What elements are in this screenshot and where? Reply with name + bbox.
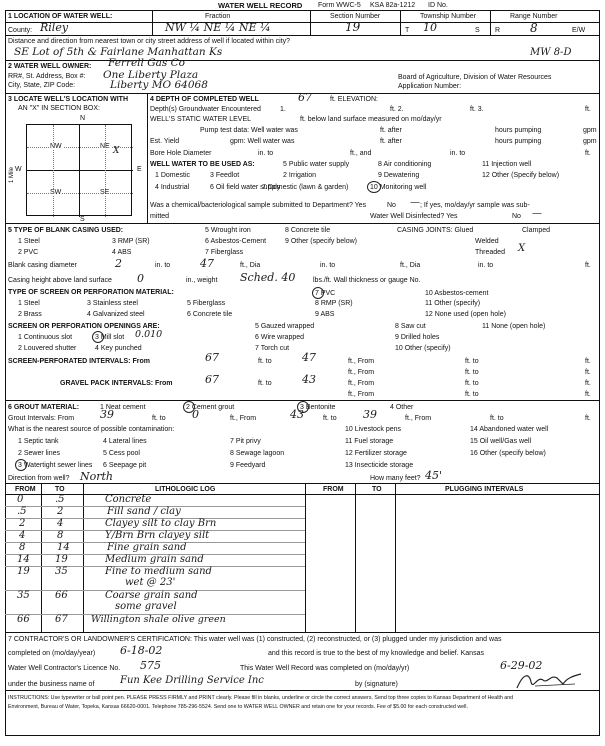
bore-ft: ft., and	[350, 150, 372, 157]
contam-6[interactable]: 6 Seepage pit	[103, 462, 147, 469]
well-id-value[interactable]: MW 8-D	[530, 47, 572, 58]
city-label: City, State, ZIP Code:	[8, 82, 76, 89]
casing-5[interactable]: 5 Wrought iron	[205, 227, 251, 234]
watertight-circle	[15, 459, 27, 471]
blank-diameter-ft-dia-2: ft., Dia	[400, 262, 421, 269]
gravel-ft-4: ft.	[585, 391, 591, 398]
direction-value[interactable]: North	[80, 470, 114, 483]
fraction-label: Fraction	[205, 13, 231, 20]
log-row-10-desc[interactable]: some gravel	[115, 601, 177, 612]
contamination-label: What is the nearest source of possible contamination:	[8, 426, 175, 433]
signature-image	[515, 670, 585, 692]
contam-16[interactable]: 16 Other (specify below)	[470, 450, 546, 457]
section-box[interactable]	[26, 124, 132, 216]
log-row-4-from[interactable]: 4	[19, 530, 26, 541]
log-row-9-from[interactable]: 35	[17, 590, 30, 601]
opening-4[interactable]: 4 Key punched	[95, 345, 142, 352]
log-row-7-desc[interactable]: Fine to medium sand	[105, 566, 212, 577]
compass-w: W	[15, 166, 22, 173]
casing-weight-value[interactable]: Sched. 40	[240, 271, 296, 284]
contam-11[interactable]: 11 Fuel storage	[345, 438, 394, 445]
county-label: County:	[8, 27, 33, 34]
depth-value[interactable]: 67	[298, 91, 312, 104]
log-row-1-from[interactable]: 0	[17, 494, 24, 505]
casing-3[interactable]: 3 RMP (SR)	[112, 238, 150, 245]
disinfected-no: No	[512, 213, 521, 220]
contam-14[interactable]: 14 Abandoned water well	[470, 426, 549, 433]
signature-label: by (signature)	[355, 681, 398, 688]
address-value[interactable]: One Liberty Plaza	[103, 69, 199, 81]
license-value[interactable]: 575	[140, 659, 161, 672]
range-r: R	[495, 27, 501, 34]
grout-from-2-value[interactable]: 43	[290, 408, 304, 421]
grout-to-label: ft. to	[152, 415, 166, 422]
completed-value[interactable]: 6-18-02	[120, 644, 163, 657]
use-11[interactable]: 11 Injection well	[482, 161, 532, 168]
grout-from-value[interactable]: 39	[100, 408, 114, 421]
screen-5[interactable]: 5 Fiberglass	[187, 300, 226, 307]
log-row-4-desc[interactable]: Y/Brn Brn clayey silt	[105, 530, 210, 541]
screen-11[interactable]: 11 Other (specify)	[425, 300, 481, 307]
application-number-label: Application Number:	[398, 83, 462, 90]
grout-to-3-label: ft. to	[490, 415, 504, 422]
distance-value[interactable]: SE Lot of 5th & Fairlane Manhattan Ks	[14, 46, 223, 58]
grout-to-2-value[interactable]: 39	[363, 408, 377, 421]
log-row-2-to[interactable]: 2	[57, 506, 64, 517]
mile-label: 1 Mile	[9, 166, 16, 184]
casing-height-label: Casing height above land surface	[8, 277, 112, 284]
blank-diameter-ft-dia: ft., Dia	[240, 262, 261, 269]
blank-diameter-in-to-2: in. to	[320, 262, 336, 269]
opening-8[interactable]: 8 Saw cut	[395, 323, 426, 330]
use-label: WELL WATER TO BE USED AS:	[150, 161, 255, 168]
pump-gpm: gpm	[583, 127, 597, 134]
opening-5[interactable]: 5 Gauzed wrapped	[255, 323, 315, 330]
id-number-label: ID No.	[428, 2, 448, 9]
grout-intervals-label: Grout Intervals: From	[8, 415, 75, 422]
form-number: Form WWC-5	[318, 2, 361, 9]
screen-3[interactable]: 3 Stainless steel	[87, 300, 138, 307]
plug-to-header: TO	[372, 486, 382, 493]
certification-text: 7 CONTRACTOR'S OR LANDOWNER'S CERTIFICATION: This water well was (1) constructed, (2) reconstructed, or (3) plugged under my jurisdiction and was	[8, 636, 502, 643]
contam-3[interactable]: 3 Watertight sewer lines	[18, 462, 93, 469]
casing-height-unit: in., weight	[186, 277, 218, 284]
pump-after: ft. after	[380, 127, 402, 134]
log-row-6-to[interactable]: 19	[55, 554, 68, 565]
pvc-circle	[312, 287, 324, 299]
form-title: WATER WELL RECORD	[218, 1, 303, 10]
plug-from-header: FROM	[323, 486, 344, 493]
screen-ft-from: ft., From	[348, 358, 375, 365]
opening-1[interactable]: 1 Continuous slot	[18, 334, 73, 341]
grout-ft-from-2: ft., From	[405, 415, 432, 422]
disinfected-label: Water Well Disinfected? Yes	[370, 213, 458, 220]
contam-5[interactable]: 5 Cess pool	[103, 450, 140, 457]
sample-question: Was a chemical/bacteriological sample submitted to Department? Yes	[150, 202, 367, 209]
opening-10[interactable]: 10 Other (specify)	[395, 345, 451, 352]
gravel-ft-from-3: ft., From	[348, 391, 375, 398]
log-row-6-desc[interactable]: Medium grain sand	[105, 554, 204, 565]
screen-1[interactable]: 1 Steel	[18, 300, 40, 307]
casing-weight-unit: lbs./ft. Wall thickness or gauge No.	[313, 277, 421, 284]
quadrant-ne: NE	[100, 143, 110, 150]
city-value[interactable]: Liberty MO 64068	[110, 79, 208, 91]
business-label: under the business name of	[8, 681, 95, 688]
contam-1[interactable]: 1 Septic tank	[18, 438, 59, 445]
business-value[interactable]: Fun Kee Drilling Service Inc	[120, 675, 264, 686]
section1-label: 1 LOCATION OF WATER WELL:	[8, 13, 113, 20]
screen-material-label: TYPE OF SCREEN OR PERFORATION MATERIAL:	[8, 289, 174, 296]
casing-welded: Welded	[475, 238, 499, 245]
log-row-1-to[interactable]: .5	[55, 494, 65, 505]
range-label: Range Number	[510, 13, 558, 20]
screen-to-label: ft. to	[258, 358, 272, 365]
gravel-to-value[interactable]: 43	[302, 373, 316, 386]
compass-s: S	[80, 216, 85, 223]
license-label: Water Well Contractor's Licence No.	[8, 665, 121, 672]
casing-threaded: Threaded	[475, 249, 505, 256]
screen-ft-2: ft.	[585, 358, 591, 365]
blank-diameter-in-to-3: in. to	[478, 262, 494, 269]
log-row-11-to[interactable]: 67	[55, 614, 68, 625]
groundwater-label: Depth(s) Groundwater Encountered	[150, 106, 261, 113]
plugging-header: PLUGGING INTERVALS	[445, 486, 524, 493]
gravel-ft-to-3: ft. to	[465, 391, 479, 398]
contam-7[interactable]: 7 Pit privy	[230, 438, 261, 445]
owner-value[interactable]: Ferrell Gas Co	[108, 57, 185, 69]
slot-size[interactable]: 0.010	[135, 329, 163, 340]
contam-10[interactable]: 10 Livestock pens	[345, 426, 402, 433]
use-8[interactable]: 8 Air conditioning	[378, 161, 432, 168]
completed-label: completed on (mo/day/year)	[8, 650, 96, 657]
quadrant-nw: NW	[50, 143, 62, 150]
compass-n: N	[80, 115, 86, 122]
casing-2[interactable]: 2 PVC	[18, 249, 39, 256]
gravel-ft-from: ft., From	[348, 380, 375, 387]
screen-7[interactable]: 7 PVC	[315, 290, 336, 297]
casing-height-value[interactable]: 0	[137, 272, 144, 285]
log-from-header: FROM	[15, 486, 36, 493]
log-row-2-from[interactable]: .5	[17, 506, 27, 517]
groundwater-2: ft. 2.	[390, 106, 404, 113]
log-row-2-desc[interactable]: Fill sand / clay	[107, 506, 181, 517]
log-row-5-from[interactable]: 8	[19, 542, 26, 553]
casing-joints-label: CASING JOINTS: Glued	[397, 227, 474, 234]
casing-threaded-x: X	[518, 243, 526, 254]
log-row-9-to[interactable]: 66	[55, 590, 68, 601]
gravel-ft-to-2: ft. to	[465, 380, 479, 387]
gravel-from-value[interactable]: 67	[205, 373, 219, 386]
groundwater-1: 1.	[280, 106, 286, 113]
log-row-11-from[interactable]: 66	[17, 614, 30, 625]
record-completed-value[interactable]: 6-29-02	[500, 659, 543, 672]
use-2[interactable]: 4 Industrial	[155, 184, 190, 191]
blank-diameter-label: Blank casing diameter	[8, 262, 77, 269]
disinfected-dash: —	[532, 208, 542, 219]
use-1[interactable]: 1 Domestic	[155, 172, 191, 179]
contam-8[interactable]: 8 Sewage lagoon	[230, 450, 285, 457]
use-9[interactable]: 9 Dewatering	[378, 172, 420, 179]
sample-no-dash: —	[410, 197, 420, 208]
use-10[interactable]: 10 Monitoring well	[370, 184, 427, 191]
casing-6[interactable]: 6 Asbestos-Cement	[205, 238, 267, 245]
location-x-mark: X	[113, 146, 120, 156]
log-table	[5, 483, 600, 632]
blank-diameter-value[interactable]: 2	[115, 257, 122, 270]
township-value[interactable]: 10	[423, 21, 437, 34]
log-row-7-to[interactable]: 35	[55, 566, 68, 577]
grout-3[interactable]: 3 Bentonite	[300, 404, 336, 411]
screen-from-value[interactable]: 67	[205, 351, 219, 364]
static-level-rest: ft. below land surface measured on mo/day/yr	[300, 116, 442, 123]
contam-9[interactable]: 9 Feedyard	[230, 462, 266, 469]
gravel-ft-2: ft.	[585, 380, 591, 387]
opening-2[interactable]: 2 Louvered shutter	[18, 345, 77, 352]
pump-hours: hours pumping	[495, 127, 542, 134]
use-4[interactable]: 6 Oil field water supply	[210, 184, 281, 191]
ksa-number: KSA 82a-1212	[370, 2, 416, 9]
screen-ft-4: ft.	[585, 369, 591, 376]
casing-9[interactable]: 9 Other (specify below)	[285, 238, 357, 245]
groundwater-3: ft. 3.	[470, 106, 484, 113]
grout-ft-from: ft., From	[230, 415, 257, 422]
sample-yes: ; If yes, mo/day/yr sample was sub-	[420, 202, 530, 209]
screen-4[interactable]: 4 Galvanized steel	[87, 311, 145, 318]
range-value[interactable]: 8	[530, 21, 538, 35]
log-row-5-to[interactable]: 14	[57, 542, 70, 553]
groundwater-ft: ft.	[585, 106, 591, 113]
casing-7[interactable]: 7 Fiberglass	[205, 249, 244, 256]
yield-gpm-2: gpm	[583, 138, 597, 145]
grout-1[interactable]: 1 Neat cement	[100, 404, 146, 411]
screen-ft-to-3: ft. to	[465, 369, 479, 376]
section-number-value[interactable]: 19	[345, 20, 361, 34]
compass-e: E	[137, 166, 142, 173]
blank-diameter-to[interactable]: 47	[200, 257, 214, 270]
opening-11[interactable]: 11 None (open hole)	[482, 323, 546, 330]
casing-4[interactable]: 4 ABS	[112, 249, 132, 256]
how-many-feet-label: How many feet?	[370, 475, 421, 482]
board-label: Board of Agriculture, Division of Water Resources	[398, 74, 552, 81]
contam-15[interactable]: 15 Oil well/Gas well	[470, 438, 532, 445]
section5-label: 5 TYPE OF BLANK CASING USED:	[8, 227, 124, 234]
yield-after: ft. after	[380, 138, 402, 145]
openings-label: SCREEN OR PERFORATION OPENINGS ARE:	[8, 323, 160, 330]
bore-in: in. to	[258, 150, 274, 157]
elevation-label: ft. ELEVATION:	[330, 96, 378, 103]
casing-clamped: Clamped	[522, 227, 551, 234]
use-5[interactable]: 5 Public water supply	[283, 161, 350, 168]
screen-10[interactable]: 10 Asbestos-cement	[425, 290, 489, 297]
record-completed-label: This Water Well Record was completed on (mo/day/yr)	[240, 665, 410, 672]
bore-label: Bore Hole Diameter	[150, 150, 212, 157]
yield-hours: hours pumping	[495, 138, 542, 145]
screen-ft-to-2: ft. to	[465, 358, 479, 365]
township-s: S	[475, 27, 480, 34]
use-6[interactable]: 2 Irrigation	[283, 172, 317, 179]
how-many-feet-value[interactable]: 45'	[425, 469, 443, 482]
log-row-3-desc[interactable]: Clayey silt to clay Brn	[105, 518, 217, 529]
contam-12[interactable]: 12 Fertilizer storage	[345, 450, 407, 457]
screen-ft-from-3: ft., From	[348, 369, 375, 376]
screen-6[interactable]: 6 Concrete tile	[187, 311, 233, 318]
log-row-8-desc[interactable]: wet @ 23'	[125, 577, 176, 588]
address-label: RR#, St. Address, Box #:	[8, 73, 86, 80]
bore-in-2: in. to	[450, 150, 466, 157]
completed-rest: and this record is true to the best of my knowledge and belief. Kansas	[268, 650, 484, 657]
fraction-value[interactable]: NW ¼ NE ¼ NE ¼	[165, 21, 271, 34]
use-7[interactable]: 7 Domestic (lawn & garden)	[262, 184, 349, 191]
yield-label: Est. Yield	[150, 138, 180, 145]
log-row-4-to[interactable]: 8	[57, 530, 64, 541]
sample-mitted: mitted	[150, 213, 170, 220]
instructions-line-1: INSTRUCTIONS: Use typewriter or ball point pen. PLEASE PRESS FIRMLY and PRINT clearly. Please fill in blanks, underline or circle the correct answers. Send top three copies to Kansas Department of Health and	[8, 695, 514, 701]
log-row-3-to[interactable]: 4	[57, 518, 64, 529]
opening-6[interactable]: 6 Wire wrapped	[255, 334, 305, 341]
grout-4[interactable]: 4 Other	[390, 404, 414, 411]
monitoring-circle	[367, 181, 381, 193]
log-row-3-from[interactable]: 2	[19, 518, 26, 529]
section3-label-2: AN "X" IN SECTION BOX:	[18, 105, 100, 112]
opening-9[interactable]: 9 Drilled holes	[395, 334, 440, 341]
static-level-label: WELL'S STATIC WATER LEVEL	[150, 116, 252, 123]
contam-2[interactable]: 2 Sewer lines	[18, 450, 61, 457]
use-3[interactable]: 3 Feedlot	[210, 172, 240, 179]
contam-13[interactable]: 13 Insecticide storage	[345, 462, 414, 469]
grout-ft-3: ft.	[585, 415, 591, 422]
pump-test-label: Pump test data: Well water was	[200, 127, 298, 134]
casing-1[interactable]: 1 Steel	[18, 238, 40, 245]
quadrant-sw: SW	[50, 189, 62, 196]
distance-label: Distance and direction from nearest town or city street address of well if located within city?	[8, 38, 291, 45]
county-value[interactable]: Riley	[40, 21, 69, 34]
township-t: T	[405, 27, 410, 34]
blank-diameter-in-to: in. to	[155, 262, 171, 269]
township-label: Township Number	[420, 13, 477, 20]
screen-9[interactable]: 9 ABS	[315, 311, 335, 318]
use-12[interactable]: 12 Other (Specify below)	[482, 172, 560, 179]
screen-8[interactable]: 8 RMP (SR)	[315, 300, 353, 307]
section2-label: 2 WATER WELL OWNER:	[8, 63, 92, 70]
grout-to-value[interactable]: 0	[192, 408, 199, 421]
instructions-line-2: Environment, Bureau of Water, Topeka, Kansas 66620-0001. Telephone 785-296-5524. Send one to WATER WELL OWNER and retain one for your records. Fee of $5.00 for each constructed well.	[8, 704, 468, 710]
grout-2[interactable]: 2 Cement grout	[186, 404, 235, 411]
section6-label: 6 GROUT MATERIAL:	[8, 404, 80, 411]
log-lithologic-header: LITHOLOGIC LOG	[155, 486, 216, 493]
log-row-9-desc[interactable]: Coarse grain sand	[105, 590, 198, 601]
grout-to-2-label: ft. to	[323, 415, 337, 422]
screen-to-value[interactable]: 47	[302, 351, 316, 364]
depth-label: 4 DEPTH OF COMPLETED WELL	[150, 96, 259, 103]
gravel-intervals-label: GRAVEL PACK INTERVALS: From	[60, 380, 173, 387]
opening-3[interactable]: 3 Mill slot	[95, 334, 125, 341]
screen-intervals-label: SCREEN-PERFORATED INTERVALS: From	[8, 358, 150, 365]
screen-12[interactable]: 12 None used (open hole)	[425, 311, 506, 318]
mill-slot-circle	[92, 331, 104, 343]
log-row-6-from[interactable]: 14	[17, 554, 30, 565]
range-direction: E/W	[572, 27, 586, 34]
screen-2[interactable]: 2 Brass	[18, 311, 42, 318]
opening-7[interactable]: 7 Torch cut	[255, 345, 290, 352]
contam-4[interactable]: 4 Lateral lines	[103, 438, 147, 445]
log-row-11-desc[interactable]: Willington shale olive green	[91, 614, 226, 625]
log-row-7-from[interactable]: 19	[17, 566, 30, 577]
direction-label: Direction from well?	[8, 475, 70, 482]
sample-no: No	[387, 202, 396, 209]
log-to-header: TO	[55, 486, 65, 493]
log-row-1-desc[interactable]: Concrete	[105, 494, 152, 505]
quadrant-se: SE	[100, 189, 110, 196]
casing-8[interactable]: 8 Concrete tile	[285, 227, 331, 234]
log-row-5-desc[interactable]: Fine grain sand	[107, 542, 187, 553]
blank-diameter-ft: ft.	[585, 262, 591, 269]
bore-ft-2: ft.	[585, 150, 591, 157]
gravel-to-label: ft. to	[258, 380, 272, 387]
yield-gpm: gpm: Well water was	[230, 138, 295, 145]
section3-label: 3 LOCATE WELL'S LOCATION WITH	[8, 96, 129, 103]
section-number-label: Section Number	[330, 13, 381, 20]
